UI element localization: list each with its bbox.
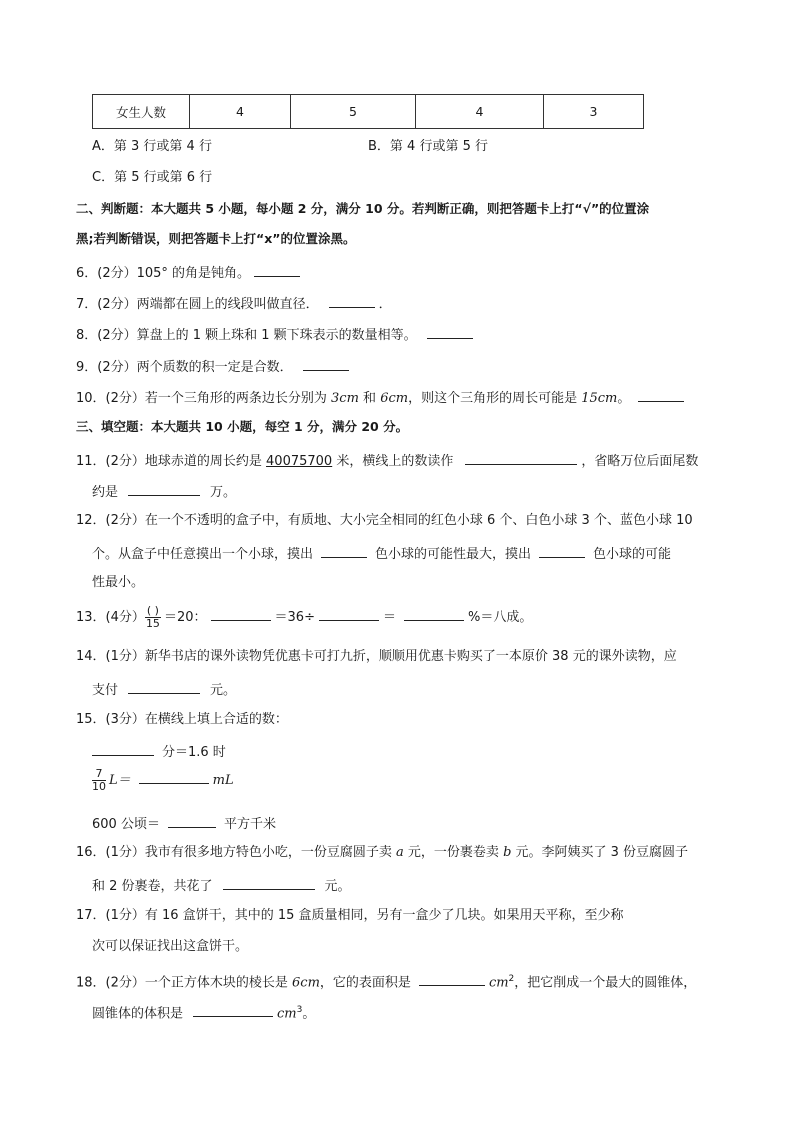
question-18-cont — [92, 1001, 315, 1023]
question-text: 16．(1分）我市有很多地方特色小吃，一份豆腐圆子卖 — [76, 845, 397, 860]
value: 6cm — [292, 975, 320, 991]
section-heading-judge: 二、判断题：本大题共 5 小题，每小题 2 分，满分 10 分。若判断正确，则把答题卡上打“√”的位置涂 — [76, 201, 650, 216]
variable: a — [396, 845, 404, 860]
question-text: 分＝1.6 时 — [162, 745, 226, 760]
answer-blank[interactable] — [427, 324, 473, 339]
question-17-cont: 次可以保证找出这盒饼干。 — [92, 939, 249, 954]
question-text: ＝ — [382, 610, 396, 625]
unit: cm — [488, 975, 509, 991]
question-13 — [76, 604, 532, 632]
question-text: ＝36÷ — [274, 610, 315, 625]
answer-blank[interactable] — [92, 741, 154, 756]
question-16 — [76, 844, 688, 862]
answer-blank[interactable] — [465, 450, 577, 465]
question-15-row1 — [92, 741, 226, 762]
answer-blank[interactable] — [539, 543, 585, 558]
question-text: 和 2 份裹卷，共花了 — [92, 879, 213, 894]
question-text: 6．(2分）105° 的角是钝角。 — [76, 266, 251, 281]
table-cell: 3 — [544, 95, 644, 129]
question-18 — [76, 970, 696, 992]
question-text: ＝20： — [163, 610, 207, 625]
question-text: 。 — [617, 391, 631, 406]
unit: mL — [212, 773, 234, 788]
table-cell: 4 — [190, 95, 291, 129]
question-12-end: 性最小。 — [92, 575, 145, 590]
question-15-row2 — [92, 766, 234, 796]
question-text: %＝八成。 — [467, 610, 533, 625]
question-text: ，省略万位后面尾数 — [581, 454, 699, 469]
table-cell: 4 — [416, 95, 544, 129]
data-table — [92, 94, 644, 129]
fraction-denominator: 10 — [92, 780, 106, 793]
question-text: 圆锥体的体积是 — [92, 1006, 184, 1022]
table-row — [93, 95, 644, 129]
question-11-cont — [92, 481, 236, 502]
answer-blank[interactable] — [329, 293, 375, 308]
question-text: 10．(2分）若一个三角形的两条边长分别为 — [76, 391, 332, 406]
question-12-cont — [92, 543, 671, 564]
answer-blank[interactable] — [321, 543, 367, 558]
answer-blank[interactable] — [211, 606, 271, 621]
question-text: 13．(4分） — [76, 610, 145, 625]
value: 15cm — [581, 391, 618, 406]
question-text: 。 — [302, 1006, 316, 1022]
fraction — [92, 768, 106, 793]
question-text: 元，一份裹卷卖 — [403, 845, 504, 860]
question-text: 个。从盒子中任意摸出一个小球，摸出 — [92, 547, 314, 562]
table-cell: 5 — [291, 95, 416, 129]
fraction-numerator: 7 — [92, 768, 106, 781]
question-6 — [76, 262, 304, 283]
value: 3cm — [331, 391, 359, 406]
option-c: C．第 5 行或第 6 行 — [92, 170, 213, 185]
question-text: 万。 — [210, 485, 237, 500]
question-text: 18．(2分）一个正方体木块的棱长是 — [76, 975, 293, 991]
question-text: 色小球的可能性最大，摸出 — [375, 547, 532, 562]
question-text: 600 公顷＝ — [92, 817, 160, 832]
question-12: 12．(2分）在一个不透明的盒子中，有质地、大小完全相同的红色小球 6 个、白色小球 3 个、蓝色小球 10 — [76, 513, 693, 528]
answer-blank[interactable] — [128, 679, 200, 694]
question-8 — [76, 324, 477, 345]
section-heading-fill: 三、填空题：本大题共 10 小题，每空 1 分，满分 20 分。 — [76, 419, 409, 434]
question-text: 9．(2分）两个质数的积一定是合数． — [76, 360, 293, 375]
question-7 — [76, 293, 392, 314]
question-14: 14．(1分）新华书店的课外读物凭优惠卡可打九折，顺顺用优惠卡购买了一本原价 38 元的课外读物，应 — [76, 649, 677, 664]
question-11 — [76, 450, 698, 471]
variable: b — [503, 845, 512, 860]
underlined-number: 40075700 — [266, 454, 333, 469]
answer-blank[interactable] — [419, 971, 485, 986]
exponent: 2 — [508, 974, 515, 984]
answer-blank[interactable] — [193, 1002, 273, 1017]
answer-blank[interactable] — [319, 606, 379, 621]
question-text: 支付 — [92, 683, 119, 698]
answer-blank[interactable] — [303, 356, 349, 371]
question-text: 平方千米 — [223, 817, 276, 832]
fraction-numerator: ( ) — [146, 604, 159, 617]
question-17: 17．(1分）有 16 盒饼干，其中的 15 盒质量相同，另有一盒少了几块。如果用天平称，至少称 — [76, 908, 624, 923]
question-text: 8．(2分）算盘上的 1 颗上珠和 1 颗下珠表示的数量相等。 — [76, 328, 417, 343]
question-9 — [76, 356, 353, 377]
question-15-row3 — [92, 813, 276, 834]
question-15: 15．(3分）在横线上填上合适的数： — [76, 712, 288, 727]
question-text: 11．(2分）地球赤道的周长约是 — [76, 454, 267, 469]
question-text: 和 — [358, 391, 381, 406]
unit: cm — [277, 1006, 297, 1022]
question-text: ，则这个三角形的周长可能是 — [408, 391, 582, 406]
question-text: 米，横线上的数读作 — [332, 454, 454, 469]
question-text: 元。李阿姨买了 3 份豆腐圆子 — [511, 845, 689, 860]
answer-blank[interactable] — [168, 813, 216, 828]
fraction — [145, 605, 161, 630]
question-10 — [76, 387, 688, 408]
question-text: 色小球的可能 — [593, 547, 672, 562]
answer-blank[interactable] — [404, 606, 464, 621]
answer-blank[interactable] — [254, 262, 300, 277]
option-a: A．第 3 行或第 4 行 — [92, 139, 212, 154]
section-heading-judge-cont: 黑;若判断错误，则把答题卡上打“x”的位置涂黑。 — [76, 231, 356, 246]
question-text: 约是 — [92, 485, 119, 500]
exponent: 3 — [296, 1005, 303, 1015]
question-text: 7．(2分）两端都在圆上的线段叫做直径． — [76, 297, 319, 312]
table-row-label: 女生人数 — [93, 95, 190, 129]
question-text: ． — [378, 297, 392, 312]
answer-blank[interactable] — [223, 875, 315, 890]
option-b: B．第 4 行或第 5 行 — [368, 139, 488, 154]
answer-blank[interactable] — [638, 387, 684, 402]
question-text: L＝ — [109, 773, 131, 788]
question-14-cont — [92, 679, 236, 700]
question-text: 元。 — [324, 879, 351, 894]
fraction-denominator: 15 — [145, 617, 160, 630]
question-16-cont — [92, 875, 351, 896]
answer-blank[interactable] — [128, 481, 200, 496]
question-text: ，把它削成一个最大的圆锥体， — [514, 975, 697, 991]
question-text: 元。 — [210, 683, 237, 698]
value: 6cm — [380, 391, 409, 406]
question-text: ，它的表面积是 — [319, 975, 411, 991]
answer-blank[interactable] — [139, 769, 209, 784]
